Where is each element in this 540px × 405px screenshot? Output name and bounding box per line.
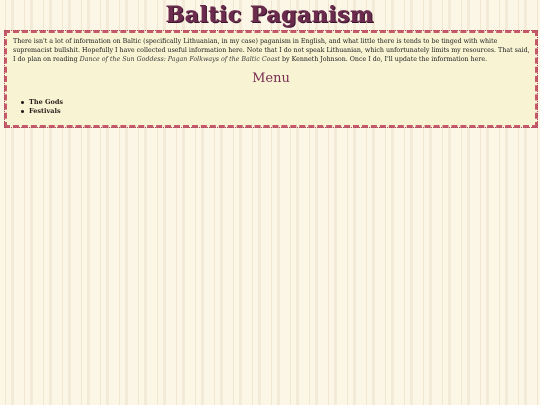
list-item [21,98,63,107]
bullet-icon [21,101,24,104]
intro-paragraph [13,37,531,64]
intro-text-before: There isn't a lot of information on Baltic (specifically Lithuanian, in my case) paganism in English, and what little there is tends to be tinged with white supremacist bullshit. Hopefully I have collected useful information here. Note that I do not speak Lithuanian, which unfortunately limits my resources. That said, I do plan on reading [13,38,530,63]
intro-text-after: by Kenneth Johnson. Once I do, I'll update the information here. [279,56,488,63]
page-title: Baltic Paganism [165,2,375,28]
menu-link-the-gods[interactable]: The Gods [29,98,64,106]
book-title-link[interactable]: Dance of the Sun Goddess: Pagan Folkways of the Baltic Coast [79,56,280,63]
menu-list [21,98,63,116]
bullet-icon [21,110,24,113]
menu-heading: Menu [252,71,290,86]
menu-link-festivals[interactable]: Festivals [29,107,61,115]
content-panel [4,30,538,128]
list-item [21,107,63,116]
